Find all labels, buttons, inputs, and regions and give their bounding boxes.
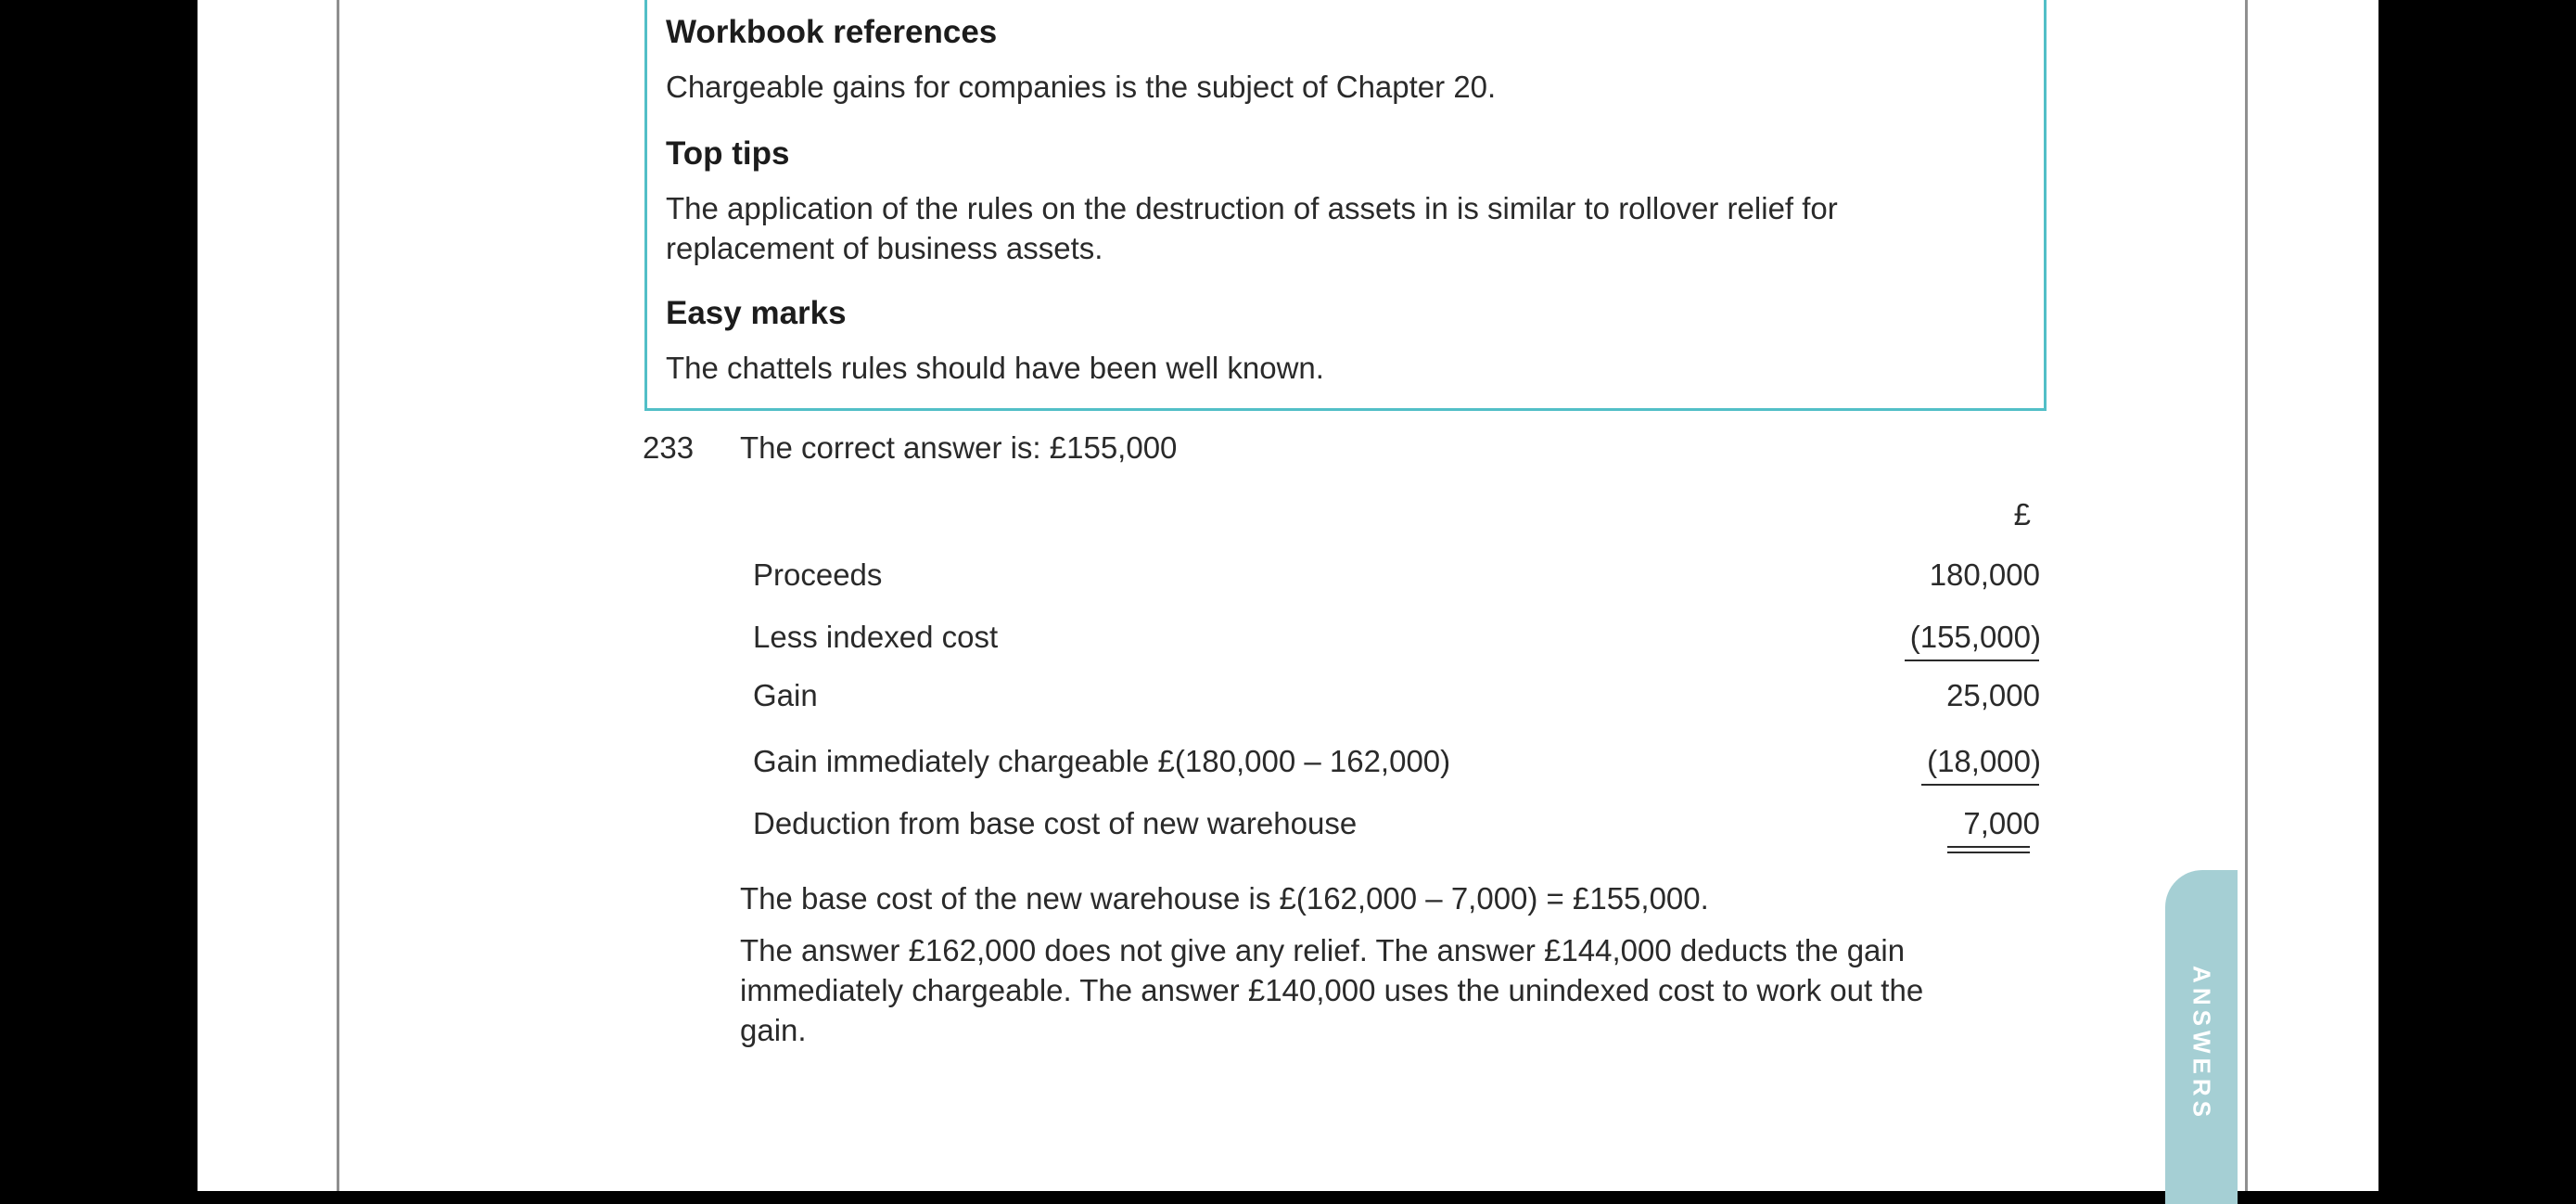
calc-row-value-gain-chargeable: (18,000) [1927, 744, 2041, 778]
top-tips-heading: Top tips [666, 135, 790, 172]
underline-indexed-cost [1905, 660, 2039, 661]
calc-row-label-gain: Gain [753, 678, 818, 712]
answer-title: The correct answer is: £155,000 [740, 430, 1178, 465]
question-number: 233 [643, 430, 695, 465]
calc-row-value-gain: 25,000 [1946, 678, 2040, 712]
easy-marks-heading: Easy marks [666, 295, 847, 331]
double-underline-deduction-top [1947, 846, 2030, 848]
underline-gain-chargeable [1921, 784, 2039, 786]
calc-row-label-indexed-cost: Less indexed cost [753, 620, 999, 654]
calc-row-value-deduction: 7,000 [1963, 806, 2040, 840]
right-margin-rule [2245, 0, 2248, 1191]
calc-row-value-indexed-cost: (155,000) [1909, 620, 2041, 654]
easy-marks-text: The chattels rules should have been well known. [666, 351, 1324, 385]
calc-row-label-gain-chargeable: Gain immediately chargeable £(180,000 – 162,000) [753, 744, 1451, 778]
left-margin-rule [337, 0, 339, 1191]
calc-row-value-proceeds: 180,000 [1929, 557, 2040, 592]
explanation-line-2: immediately chargeable. The answer £140,000 uses the unindexed cost to work out the [740, 973, 1924, 1007]
answers-tab-label: ANSWERS [2187, 966, 2216, 1121]
base-cost-text: The base cost of the new warehouse is £(162,000 – 7,000) = £155,000. [740, 881, 1709, 916]
double-underline-deduction-bottom [1947, 852, 2030, 853]
top-tips-text-line-1: The application of the rules on the destruction of assets in is similar to rollover relief for [666, 191, 1838, 225]
workbook-references-heading: Workbook references [666, 14, 998, 50]
calc-row-label-deduction: Deduction from base cost of new warehouse [753, 806, 1358, 840]
explanation-line-3: gain. [740, 1013, 807, 1047]
currency-column-header: £ [2013, 497, 2031, 532]
calc-row-label-proceeds: Proceeds [753, 557, 883, 592]
workbook-references-text: Chargeable gains for companies is the subject of Chapter 20. [666, 70, 1497, 104]
explanation-line-1: The answer £162,000 does not give any relief. The answer £144,000 deducts the gain [740, 933, 1906, 967]
top-tips-text-line-2: replacement of business assets. [666, 231, 1103, 265]
